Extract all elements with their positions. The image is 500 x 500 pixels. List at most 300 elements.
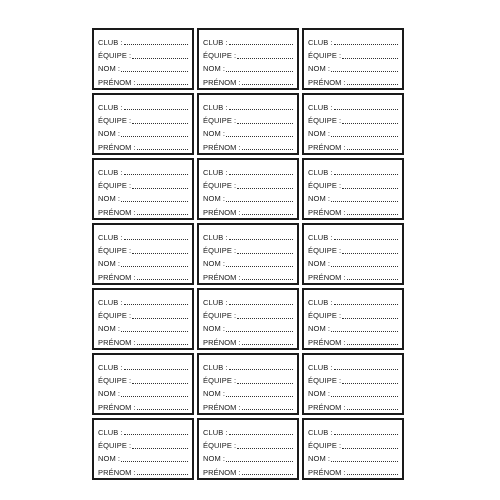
dotted-write-line[interactable] [237, 317, 293, 319]
field-separator: : [343, 142, 346, 152]
name-label [302, 418, 404, 480]
dotted-write-line[interactable] [132, 252, 188, 254]
dotted-write-line[interactable] [226, 460, 293, 462]
dotted-write-line[interactable] [121, 265, 188, 267]
dotted-write-line[interactable] [137, 148, 188, 150]
field-separator: : [117, 194, 120, 204]
label-field-equipe[interactable] [98, 306, 188, 319]
field-separator: : [117, 454, 120, 464]
label-field-nom[interactable] [203, 385, 293, 398]
dotted-write-line[interactable] [331, 70, 398, 72]
field-label: CLUB [308, 232, 329, 242]
dotted-write-line[interactable] [342, 57, 398, 59]
label-field-nom[interactable] [203, 320, 293, 333]
field-separator: : [120, 102, 123, 112]
field-separator: : [133, 207, 136, 217]
label-field-equipe[interactable] [308, 306, 398, 319]
field-label: ÉQUIPE [308, 311, 337, 320]
label-field-equipe[interactable] [203, 371, 293, 384]
label-field-nom[interactable] [203, 450, 293, 463]
field-separator: : [117, 259, 120, 269]
dotted-write-line[interactable] [242, 408, 293, 410]
dotted-write-line[interactable] [237, 57, 293, 59]
field-label: PRÉNOM [308, 77, 342, 87]
field-separator: : [338, 51, 342, 60]
dotted-write-line[interactable] [124, 173, 189, 175]
label-field-nom[interactable] [98, 320, 188, 333]
label-field-nom[interactable] [308, 190, 398, 203]
name-label [302, 353, 404, 415]
label-field-prenom[interactable] [203, 398, 293, 411]
field-separator: : [225, 362, 228, 372]
field-separator: : [338, 376, 342, 385]
label-field-prenom[interactable] [308, 268, 398, 281]
dotted-write-line[interactable] [137, 83, 188, 85]
field-label: PRÉNOM [98, 402, 132, 412]
dotted-write-line[interactable] [226, 330, 293, 332]
dotted-write-line[interactable] [347, 148, 398, 150]
dotted-write-line[interactable] [347, 83, 398, 85]
dotted-write-line[interactable] [229, 238, 294, 240]
label-field-equipe[interactable] [203, 306, 293, 319]
dotted-write-line[interactable] [347, 213, 398, 215]
field-separator: : [238, 402, 241, 412]
label-field-equipe[interactable] [203, 176, 293, 189]
dotted-write-line[interactable] [124, 303, 189, 305]
dotted-write-line[interactable] [347, 278, 398, 280]
dotted-write-line[interactable] [331, 330, 398, 332]
label-field-club[interactable] [98, 228, 188, 241]
dotted-write-line[interactable] [342, 252, 398, 254]
field-label: NOM [98, 324, 116, 334]
label-field-club[interactable] [308, 228, 398, 241]
label-field-club[interactable] [98, 293, 188, 306]
dotted-write-line[interactable] [229, 108, 294, 110]
dotted-write-line[interactable] [347, 343, 398, 345]
label-field-equipe[interactable] [203, 241, 293, 254]
dotted-write-line[interactable] [342, 382, 398, 384]
field-separator: : [120, 297, 123, 307]
label-field-nom[interactable] [308, 320, 398, 333]
field-label: NOM [98, 64, 116, 74]
dotted-write-line[interactable] [124, 433, 189, 435]
label-field-club[interactable] [98, 98, 188, 111]
dotted-write-line[interactable] [137, 473, 188, 475]
dotted-write-line[interactable] [347, 473, 398, 475]
field-label: PRÉNOM [203, 402, 237, 412]
dotted-write-line[interactable] [124, 108, 189, 110]
field-separator: : [133, 77, 136, 87]
label-field-club[interactable] [203, 33, 293, 46]
dotted-write-line[interactable] [121, 460, 188, 462]
label-field-club[interactable] [308, 293, 398, 306]
label-field-prenom[interactable] [308, 73, 398, 86]
label-field-prenom[interactable] [98, 203, 188, 216]
dotted-write-line[interactable] [137, 343, 188, 345]
dotted-write-line[interactable] [242, 148, 293, 150]
field-label: NOM [98, 389, 116, 399]
label-field-nom[interactable] [98, 190, 188, 203]
label-field-club[interactable] [308, 163, 398, 176]
field-label: NOM [308, 454, 326, 464]
dotted-write-line[interactable] [331, 265, 398, 267]
dotted-write-line[interactable] [121, 330, 188, 332]
dotted-write-line[interactable] [342, 187, 398, 189]
label-field-club[interactable] [98, 358, 188, 371]
field-separator: : [128, 311, 132, 320]
dotted-write-line[interactable] [229, 303, 294, 305]
dotted-write-line[interactable] [334, 43, 399, 45]
label-field-prenom[interactable] [308, 333, 398, 346]
field-label: ÉQUIPE [98, 51, 127, 60]
dotted-write-line[interactable] [226, 135, 293, 137]
label-field-prenom[interactable] [308, 138, 398, 151]
field-separator: : [343, 337, 346, 347]
field-separator: : [343, 272, 346, 282]
dotted-write-line[interactable] [342, 317, 398, 319]
label-field-nom[interactable] [98, 255, 188, 268]
field-separator: : [133, 272, 136, 282]
label-field-nom[interactable] [308, 450, 398, 463]
label-field-equipe[interactable] [203, 436, 293, 449]
field-separator: : [238, 272, 241, 282]
field-separator: : [338, 181, 342, 190]
label-field-prenom[interactable] [203, 73, 293, 86]
field-label: NOM [203, 259, 221, 269]
field-separator: : [128, 376, 132, 385]
field-label: NOM [203, 129, 221, 139]
field-label: PRÉNOM [308, 337, 342, 347]
field-separator: : [117, 129, 120, 139]
field-label: CLUB [203, 297, 224, 307]
dotted-write-line[interactable] [137, 408, 188, 410]
field-label: ÉQUIPE [308, 116, 337, 125]
field-label: ÉQUIPE [308, 376, 337, 385]
dotted-write-line[interactable] [237, 252, 293, 254]
name-label [92, 93, 194, 155]
field-separator: : [225, 297, 228, 307]
label-field-equipe[interactable] [308, 241, 398, 254]
dotted-write-line[interactable] [121, 135, 188, 137]
name-label [197, 418, 299, 480]
name-label [92, 223, 194, 285]
field-separator: : [343, 402, 346, 412]
label-field-nom[interactable] [308, 60, 398, 73]
field-separator: : [128, 246, 132, 255]
label-field-equipe[interactable] [308, 176, 398, 189]
field-label: NOM [203, 389, 221, 399]
field-separator: : [233, 376, 237, 385]
field-label: NOM [308, 259, 326, 269]
label-field-club[interactable] [203, 228, 293, 241]
label-field-equipe[interactable] [98, 241, 188, 254]
field-separator: : [120, 37, 123, 47]
field-label: PRÉNOM [203, 77, 237, 87]
dotted-write-line[interactable] [121, 70, 188, 72]
label-field-prenom[interactable] [308, 203, 398, 216]
label-field-prenom[interactable] [98, 268, 188, 281]
dotted-write-line[interactable] [242, 473, 293, 475]
field-separator: : [128, 181, 132, 190]
dotted-write-line[interactable] [342, 122, 398, 124]
label-field-equipe[interactable] [308, 111, 398, 124]
field-label: PRÉNOM [203, 337, 237, 347]
field-label: PRÉNOM [203, 142, 237, 152]
field-label: ÉQUIPE [203, 376, 232, 385]
field-label: CLUB [98, 102, 119, 112]
field-separator: : [233, 181, 237, 190]
name-label [92, 353, 194, 415]
field-label: ÉQUIPE [203, 441, 232, 450]
field-label: PRÉNOM [98, 337, 132, 347]
dotted-write-line[interactable] [334, 433, 399, 435]
field-label: CLUB [203, 167, 224, 177]
field-label: NOM [203, 194, 221, 204]
label-field-prenom[interactable] [203, 333, 293, 346]
dotted-write-line[interactable] [334, 108, 399, 110]
label-field-prenom[interactable] [98, 73, 188, 86]
field-separator: : [233, 116, 237, 125]
field-label: CLUB [203, 37, 224, 47]
field-label: PRÉNOM [203, 272, 237, 282]
field-label: PRÉNOM [203, 207, 237, 217]
label-field-club[interactable] [308, 98, 398, 111]
dotted-write-line[interactable] [226, 395, 293, 397]
dotted-write-line[interactable] [334, 368, 399, 370]
field-label: ÉQUIPE [98, 441, 127, 450]
dotted-write-line[interactable] [237, 187, 293, 189]
dotted-write-line[interactable] [334, 173, 399, 175]
label-field-club[interactable] [203, 358, 293, 371]
field-label: PRÉNOM [98, 142, 132, 152]
name-label [197, 288, 299, 350]
label-field-nom[interactable] [98, 385, 188, 398]
field-label: ÉQUIPE [98, 311, 127, 320]
name-label [302, 93, 404, 155]
label-field-prenom[interactable] [203, 268, 293, 281]
field-separator: : [330, 102, 333, 112]
field-label: NOM [203, 64, 221, 74]
label-field-nom[interactable] [203, 125, 293, 138]
label-field-club[interactable] [203, 423, 293, 436]
label-field-equipe[interactable] [308, 436, 398, 449]
field-separator: : [338, 311, 342, 320]
label-field-equipe[interactable] [98, 46, 188, 59]
field-separator: : [222, 194, 225, 204]
field-separator: : [330, 362, 333, 372]
label-field-equipe[interactable] [308, 371, 398, 384]
field-separator: : [225, 427, 228, 437]
dotted-write-line[interactable] [229, 173, 294, 175]
label-field-club[interactable] [203, 293, 293, 306]
dotted-write-line[interactable] [229, 433, 294, 435]
label-field-club[interactable] [98, 33, 188, 46]
label-field-equipe[interactable] [98, 371, 188, 384]
field-separator: : [327, 259, 330, 269]
field-separator: : [327, 389, 330, 399]
field-separator: : [330, 427, 333, 437]
field-separator: : [238, 77, 241, 87]
field-label: ÉQUIPE [203, 116, 232, 125]
label-field-nom[interactable] [98, 60, 188, 73]
dotted-write-line[interactable] [229, 368, 294, 370]
field-separator: : [120, 427, 123, 437]
dotted-write-line[interactable] [331, 460, 398, 462]
label-field-equipe[interactable] [308, 46, 398, 59]
dotted-write-line[interactable] [132, 382, 188, 384]
dotted-write-line[interactable] [334, 238, 399, 240]
label-field-club[interactable] [203, 98, 293, 111]
field-separator: : [327, 324, 330, 334]
field-separator: : [327, 454, 330, 464]
field-label: ÉQUIPE [98, 181, 127, 190]
field-separator: : [238, 142, 241, 152]
field-label: ÉQUIPE [203, 181, 232, 190]
dotted-write-line[interactable] [132, 187, 188, 189]
dotted-write-line[interactable] [137, 213, 188, 215]
dotted-write-line[interactable] [132, 122, 188, 124]
label-field-club[interactable] [308, 33, 398, 46]
field-separator: : [128, 116, 132, 125]
name-label [92, 418, 194, 480]
label-field-nom[interactable] [98, 125, 188, 138]
dotted-write-line[interactable] [342, 447, 398, 449]
field-label: CLUB [308, 102, 329, 112]
field-label: ÉQUIPE [203, 311, 232, 320]
field-label: PRÉNOM [98, 77, 132, 87]
dotted-write-line[interactable] [226, 70, 293, 72]
label-field-nom[interactable] [203, 190, 293, 203]
field-label: PRÉNOM [98, 272, 132, 282]
field-label: CLUB [308, 37, 329, 47]
label-field-equipe[interactable] [98, 111, 188, 124]
field-separator: : [222, 129, 225, 139]
name-label [197, 93, 299, 155]
field-label: PRÉNOM [308, 142, 342, 152]
field-label: ÉQUIPE [308, 181, 337, 190]
field-separator: : [233, 246, 237, 255]
dotted-write-line[interactable] [124, 368, 189, 370]
name-label [197, 353, 299, 415]
field-separator: : [120, 167, 123, 177]
dotted-write-line[interactable] [331, 200, 398, 202]
dotted-write-line[interactable] [137, 278, 188, 280]
label-field-prenom[interactable] [203, 138, 293, 151]
label-field-equipe[interactable] [203, 46, 293, 59]
label-field-nom[interactable] [308, 125, 398, 138]
dotted-write-line[interactable] [124, 238, 189, 240]
dotted-write-line[interactable] [242, 343, 293, 345]
field-label: PRÉNOM [308, 207, 342, 217]
field-label: PRÉNOM [98, 467, 132, 477]
field-label: NOM [308, 389, 326, 399]
label-field-prenom[interactable] [203, 463, 293, 476]
dotted-write-line[interactable] [242, 278, 293, 280]
dotted-write-line[interactable] [347, 408, 398, 410]
dotted-write-line[interactable] [237, 447, 293, 449]
field-label: ÉQUIPE [98, 376, 127, 385]
label-field-prenom[interactable] [98, 138, 188, 151]
field-label: NOM [98, 454, 116, 464]
label-field-prenom[interactable] [98, 333, 188, 346]
name-label [92, 28, 194, 90]
field-separator: : [233, 51, 237, 60]
dotted-write-line[interactable] [229, 43, 294, 45]
label-field-club[interactable] [308, 423, 398, 436]
label-field-equipe[interactable] [203, 111, 293, 124]
label-field-nom[interactable] [203, 60, 293, 73]
field-label: ÉQUIPE [98, 246, 127, 255]
field-separator: : [222, 454, 225, 464]
field-label: NOM [308, 129, 326, 139]
field-separator: : [222, 64, 225, 74]
label-field-equipe[interactable] [98, 436, 188, 449]
field-separator: : [238, 467, 241, 477]
field-label: CLUB [98, 362, 119, 372]
field-separator: : [120, 232, 123, 242]
label-field-club[interactable] [308, 358, 398, 371]
dotted-write-line[interactable] [226, 200, 293, 202]
field-separator: : [225, 232, 228, 242]
dotted-write-line[interactable] [121, 200, 188, 202]
field-separator: : [338, 116, 342, 125]
name-label [92, 288, 194, 350]
label-field-nom[interactable] [203, 255, 293, 268]
label-field-nom[interactable] [308, 255, 398, 268]
label-field-equipe[interactable] [98, 176, 188, 189]
field-label: NOM [203, 324, 221, 334]
field-label: CLUB [98, 37, 119, 47]
label-field-club[interactable] [98, 163, 188, 176]
label-field-club[interactable] [203, 163, 293, 176]
name-label [302, 28, 404, 90]
field-separator: : [343, 207, 346, 217]
label-field-nom[interactable] [98, 450, 188, 463]
dotted-write-line[interactable] [124, 43, 189, 45]
field-separator: : [330, 37, 333, 47]
dotted-write-line[interactable] [242, 83, 293, 85]
field-label: CLUB [98, 232, 119, 242]
label-field-prenom[interactable] [203, 203, 293, 216]
dotted-write-line[interactable] [334, 303, 399, 305]
field-separator: : [343, 77, 346, 87]
dotted-write-line[interactable] [132, 317, 188, 319]
label-field-prenom[interactable] [98, 398, 188, 411]
dotted-write-line[interactable] [331, 135, 398, 137]
field-separator: : [338, 246, 342, 255]
field-separator: : [225, 37, 228, 47]
field-label: NOM [308, 64, 326, 74]
dotted-write-line[interactable] [237, 122, 293, 124]
dotted-write-line[interactable] [121, 395, 188, 397]
field-separator: : [225, 167, 228, 177]
dotted-write-line[interactable] [132, 447, 188, 449]
field-label: CLUB [203, 232, 224, 242]
dotted-write-line[interactable] [242, 213, 293, 215]
label-field-prenom[interactable] [308, 463, 398, 476]
dotted-write-line[interactable] [331, 395, 398, 397]
label-field-nom[interactable] [308, 385, 398, 398]
dotted-write-line[interactable] [237, 382, 293, 384]
dotted-write-line[interactable] [226, 265, 293, 267]
dotted-write-line[interactable] [132, 57, 188, 59]
field-label: PRÉNOM [203, 467, 237, 477]
label-field-prenom[interactable] [308, 398, 398, 411]
field-label: CLUB [203, 427, 224, 437]
field-label: CLUB [308, 167, 329, 177]
label-field-prenom[interactable] [98, 463, 188, 476]
label-field-club[interactable] [98, 423, 188, 436]
